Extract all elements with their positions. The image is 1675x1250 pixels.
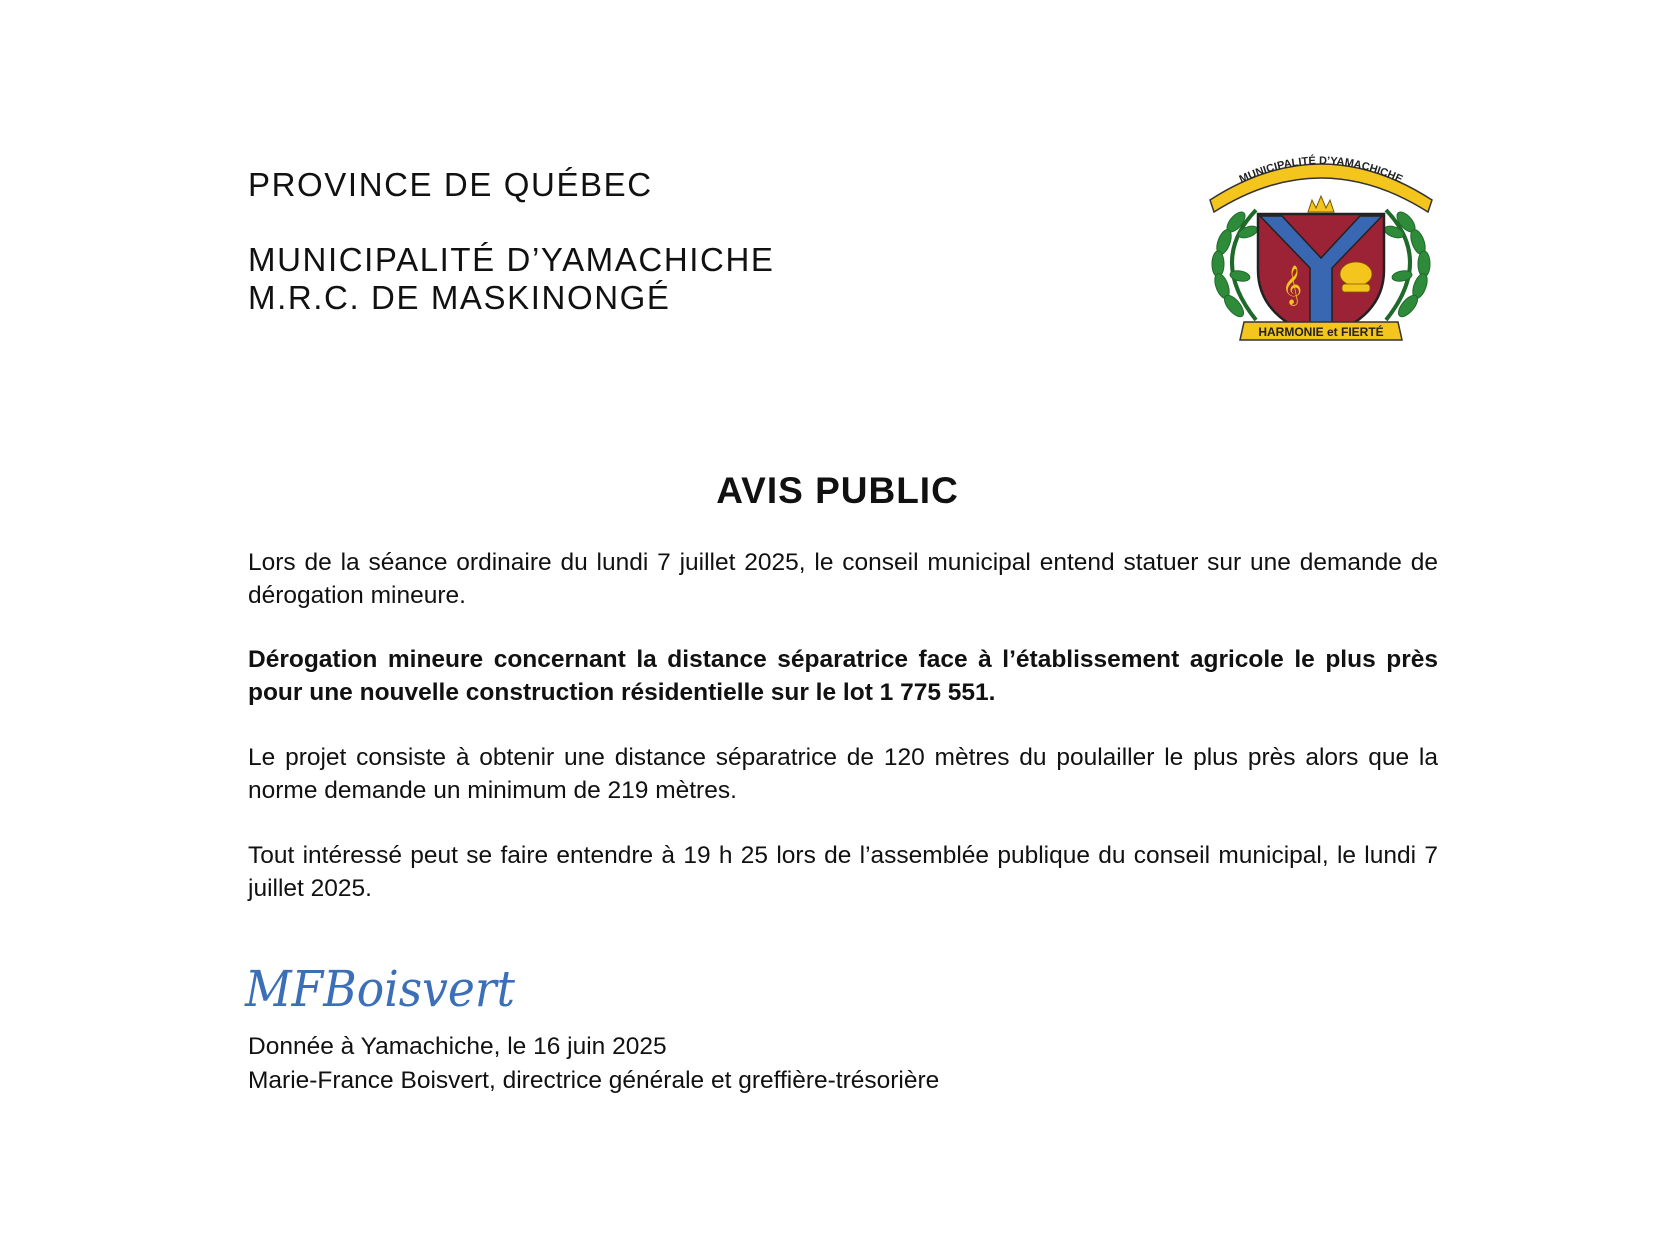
- municipal-crest-logo: [1196, 150, 1446, 355]
- notice-paragraph-hearing: Tout intéressé peut se faire entendre à 19 h 25 lors de l’assemblée publique du conseil municipal, le lundi 7 juillet 2025.: [248, 842, 1438, 902]
- notice-paragraph-session: Lors de la séance ordinaire du lundi 7 juillet 2025, le conseil municipal entend statuer sur une demande de dérogation mineure.: [248, 549, 1438, 609]
- treble-clef-icon: 𝄞: [1282, 265, 1303, 305]
- handwritten-signature: [243, 948, 528, 1026]
- crest-top-banner-text: MUNICIPALITÉ D’YAMACHICHE: [1237, 154, 1405, 186]
- province-heading: PROVINCE DE QUÉBEC: [248, 166, 653, 203]
- mrc-heading: M.R.C. DE MASKINONGÉ: [248, 279, 671, 316]
- notice-title: AVIS PUBLIC: [716, 470, 959, 511]
- signatory-name-line: Marie-France Boisvert, directrice générale et greffière-trésorière: [248, 1067, 940, 1094]
- svg-text:MFBoisvert: MFBoisvert: [244, 960, 516, 1018]
- notice-paragraph-project: Le projet consiste à obtenir une distance séparatrice de 120 mètres du poulailler le plus près alors que la norme demande un minimum de 219 mètres.: [248, 744, 1438, 804]
- municipality-heading: MUNICIPALITÉ D’YAMACHICHE: [248, 241, 775, 278]
- notice-paragraph-subject: Dérogation mineure concernant la distance séparatrice face à l’établissement agricole le plus près pour une nouvelle construction résidentielle sur le lot 1 775 551.: [248, 646, 1438, 706]
- signature-date-line: Donnée à Yamachiche, le 16 juin 2025: [248, 1033, 667, 1060]
- wheat-sheaf-icon: [1340, 262, 1372, 292]
- crest-motto-text: HARMONIE et FIERTÉ: [1258, 325, 1384, 339]
